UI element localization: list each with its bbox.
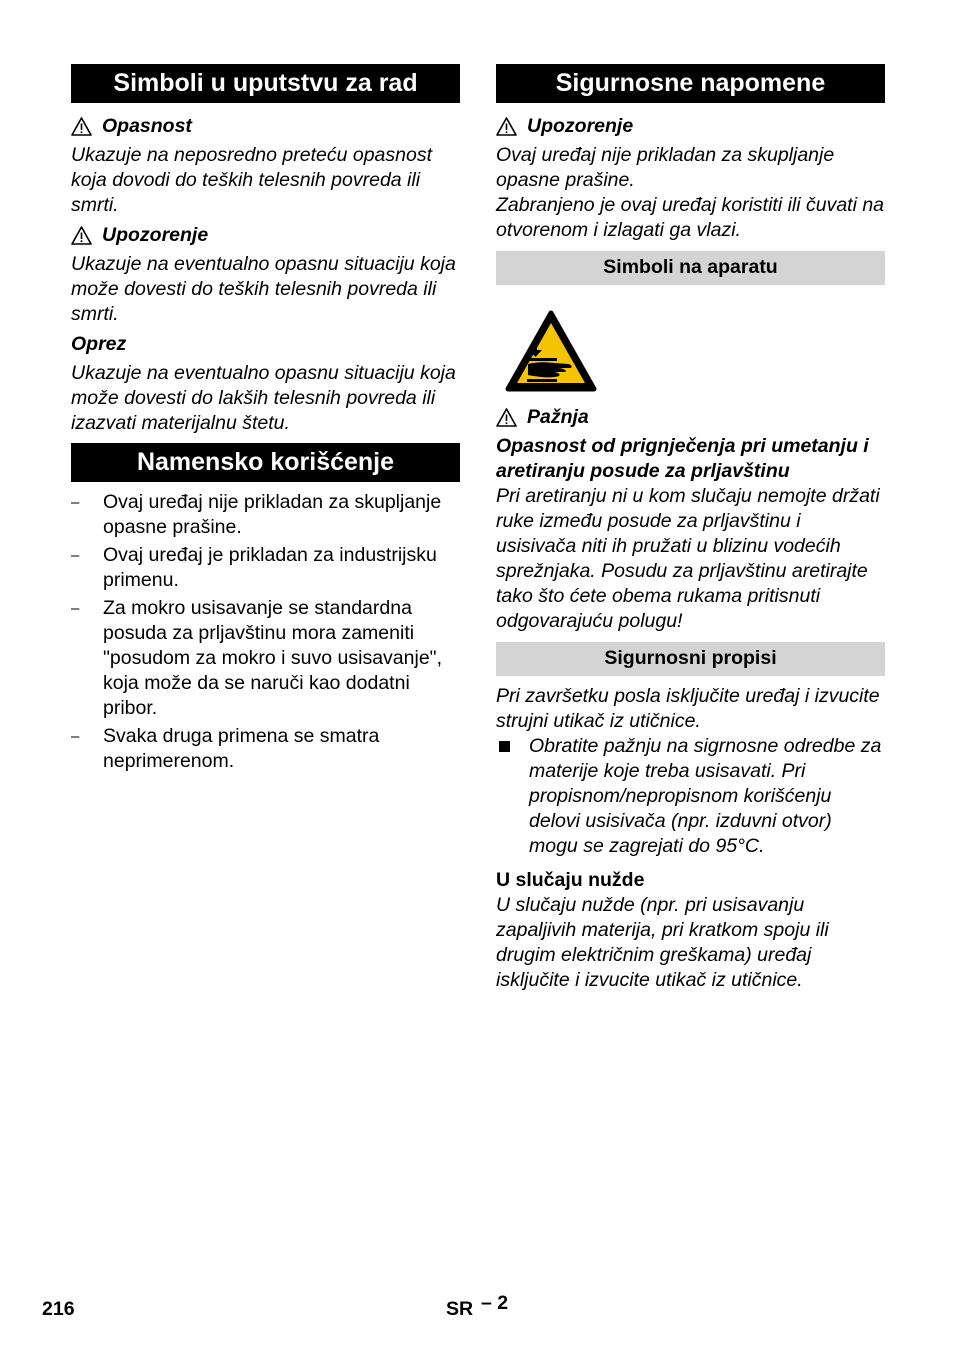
heading-symbols-in-manual: Simboli u uputstvu za rad xyxy=(71,64,460,103)
warning-triangle-icon xyxy=(496,117,517,136)
attention-text: Pri aretiranju ni u kom slučaju nemojte držati ruke između posude za prljavštinu i usisivača niti ih pružati u blizinu vodećih sprežnjaka. Posudu za prljavštinu aretirajte tako što ćete obema rukama pritisnuti odgovarajuću polugu! xyxy=(496,485,880,632)
warning-triangle-icon xyxy=(71,117,92,136)
right-column xyxy=(496,64,885,993)
attention-title: Opasnost od prignječenja pri umetanju i aretiranju posude za prljavštinu xyxy=(496,435,869,482)
dash-marker: – xyxy=(71,600,80,617)
emergency-text: U slučaju nužde (npr. pri usisavanju zapaljivih materija, pri kratkom spoju ili drugim električnim greškama) uređaj isključite i izvucite utikač iz utičnice. xyxy=(496,894,829,991)
safety-rules-list xyxy=(496,734,885,859)
danger-text: Ukazuje na neposredno preteću opasnost koja dovodi do teških telesnih povreda ili smrti. xyxy=(71,144,432,216)
heading-safety-notes: Sigurnosne napomene xyxy=(496,64,885,103)
left-column xyxy=(71,64,460,774)
danger-label: Opasnost xyxy=(102,115,192,137)
dash-marker: – xyxy=(71,728,80,745)
section-page-number: – 2 xyxy=(481,1292,509,1314)
danger-label-row xyxy=(71,114,460,139)
emergency-heading: U slučaju nužde xyxy=(496,869,645,891)
caution-text: Ukazuje na eventualno opasnu situaciju koja može dovesti do lakših telesnih povreda ili izazvati materijalnu štetu. xyxy=(71,362,456,434)
hand-crush-hazard-icon xyxy=(504,309,598,393)
page-number: 216 xyxy=(42,1298,75,1320)
warning-label-row xyxy=(496,114,885,139)
warning-text: Ukazuje na eventualno opasnu situaciju koja može dovesti do teških telesnih povreda ili smrti. xyxy=(71,253,456,325)
language-code: SR xyxy=(446,1298,474,1320)
heading-device-symbols: Simboli na aparatu xyxy=(496,251,885,285)
list-item: – Ovaj uređaj je prikladan za industrijsku primenu. xyxy=(71,544,437,591)
warning-triangle-icon xyxy=(496,408,517,427)
warning-label: Upozorenje xyxy=(102,224,209,246)
list-item: – Za mokro usisavanje se standardna posuda za prljavštinu mora zameniti "posudom za mokro i suvo usisavanje", koja može da se naruči kao dodatni pribor. xyxy=(71,597,443,719)
intended-use-list xyxy=(71,490,460,774)
attention-label-row xyxy=(496,405,885,430)
list-item: Obratite pažnju na sigrnosne odredbe za materije koje treba usisavati. Pri propisnom/nepropisnom korišćenju delovi usisivača (npr. izduvni otvor) mogu se zagrejati do 95°C. xyxy=(496,734,885,859)
list-item: – Svaka druga primena se smatra neprimerenom. xyxy=(71,725,380,772)
warning-text-2: Zabranjeno je ovaj uređaj koristiti ili čuvati na otvorenom i izlagati ga vlazi. xyxy=(496,194,885,241)
dash-marker: – xyxy=(71,494,80,511)
warning-triangle-icon xyxy=(71,226,92,245)
heading-intended-use: Namensko korišćenje xyxy=(71,443,460,482)
warning-label: Upozorenje xyxy=(527,115,634,137)
warning-text-1: Ovaj uređaj nije prikladan za skupljanje opasne prašine. xyxy=(496,144,835,191)
attention-label: Pažnja xyxy=(527,406,589,428)
safety-rules-text: Pri završetku posla isključite uređaj i izvucite strujni utikač iz utičnice. xyxy=(496,685,880,732)
list-item: – Ovaj uređaj nije prikladan za skupljanje opasne prašine. xyxy=(71,491,442,538)
warning-label-row xyxy=(71,223,460,248)
caution-label: Oprez xyxy=(71,333,127,355)
hazard-sign-area xyxy=(496,285,885,397)
square-bullet-icon xyxy=(499,741,510,752)
dash-marker: – xyxy=(71,547,80,564)
heading-safety-rules: Sigurnosni propisi xyxy=(496,642,885,676)
